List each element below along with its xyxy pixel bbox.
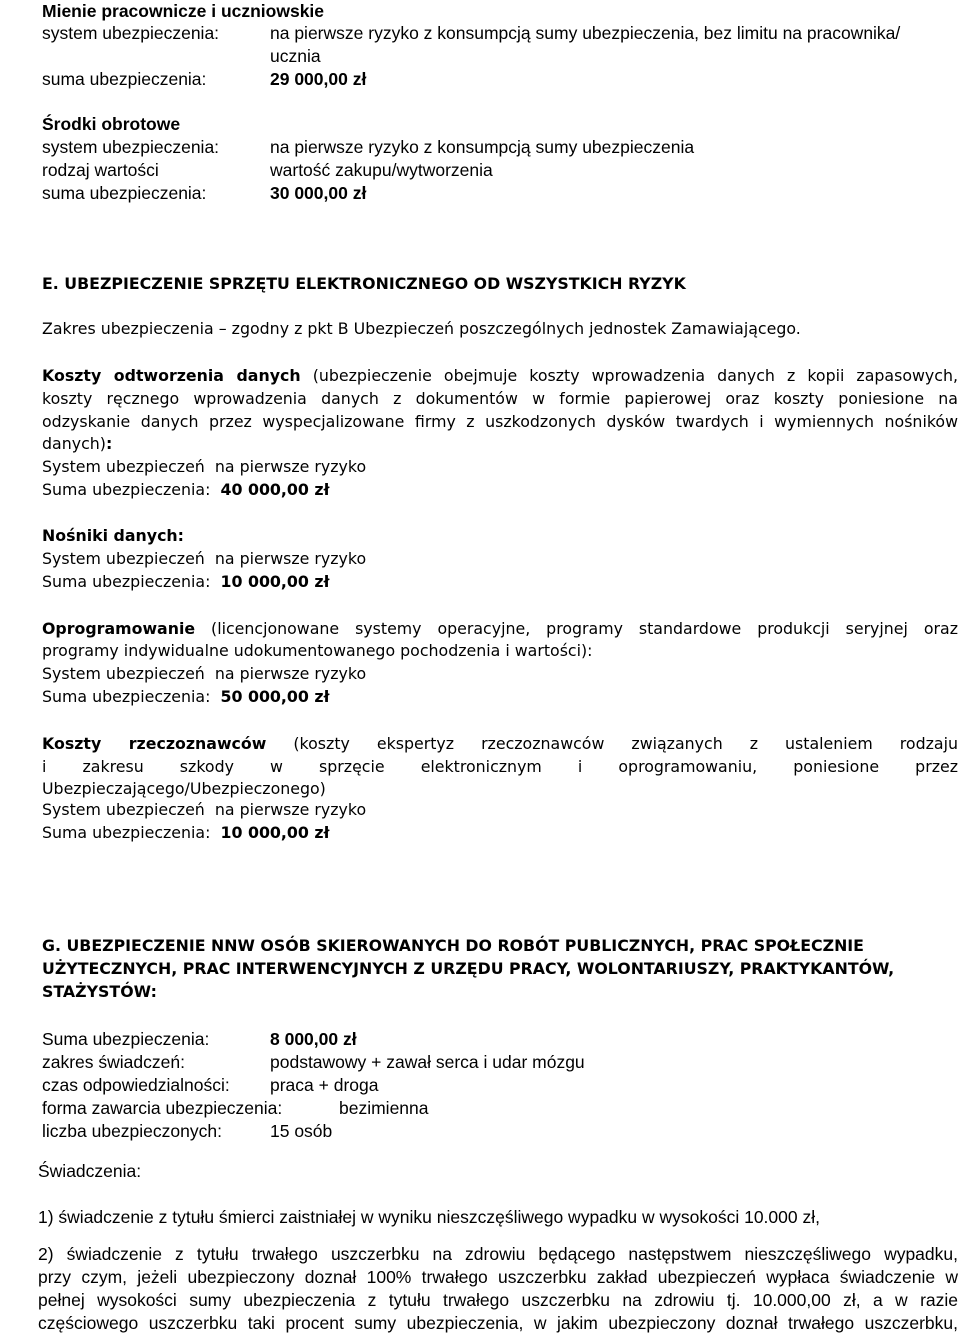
sum-line [42,822,329,844]
field-label: Suma ubezpieczenia: [42,1029,210,1049]
paragraph-line [42,364,958,387]
section-heading: UŻYTECZNYCH, PRAC INTERWENCYJNYCH Z URZĘDU PRACY, WOLONTARIUSZY, PRAKTYKANTÓW, [42,959,895,978]
system-line [42,548,366,570]
field-label: suma ubezpieczenia: [42,183,207,203]
benefits-title: Świadczenia: [38,1161,142,1181]
field-value-continued: ucznia [270,46,321,66]
paragraph-line [42,732,958,755]
paragraph-line: programy indywidualne udokumentowanego pochodzenia i wartości): [42,641,593,660]
field-label: system ubezpieczenia: [42,137,220,157]
sum-value: 40 000,00 zł [220,480,330,499]
sum-value: 10 000,00 zł [220,572,330,591]
rzeczoznawcy-title: Koszty rzeczoznawców [42,734,267,753]
system-line [42,799,366,821]
paragraph-line: koszty ręcznego wprowadzenia danych z dokumentów w formie papierowej oraz koszty poniesione na [42,389,958,408]
field-label: liczba ubezpieczonych: [42,1121,222,1141]
paragraph-line [42,433,112,455]
field-label: System ubezpieczeń [42,457,205,476]
paragraph-line: przy czym, jeżeli ubezpieczony doznał 100% trwałego uszczerbku zakład ubezpieczeń wypłaca świadczenie w [38,1267,958,1287]
sum-line [42,571,329,593]
system-line [42,456,366,478]
field-value: bezimienna [339,1098,429,1118]
field-label: zakres świadczeń: [42,1052,185,1072]
paragraph-text: (licencjonowane systemy operacyjne, programy standardowe produkcji seryjnej oraz [211,619,958,638]
sum-line [42,479,329,501]
sum-value: 29 000,00 zł [270,69,367,89]
benefit-item: 1) świadczenie z tytułu śmierci zaistniałej w wyniku nieszczęśliwego wypadku w wysokości 10.000 zł, [38,1207,820,1227]
field-value: wartość zakupu/wytworzenia [270,160,493,180]
koszty-title: Koszty odtworzenia danych [42,366,301,385]
paragraph-line: odzyskanie danych przez wyspecjalizowane firmy z uszkodzonych dysków twardych i wymiennych nośników [42,412,958,431]
nosniki-title: Nośniki danych: [42,526,184,545]
field-value: podstawowy + zawał serca i udar mózgu [270,1052,585,1072]
field-value: na pierwsze ryzyko [214,664,367,683]
paragraph-line: i zakresu szkody w sprzęcie elektronicznym i oprogramowaniu, poniesione przez [42,757,958,776]
sum-value: 50 000,00 zł [220,687,330,706]
field-label: System ubezpieczeń [42,664,205,683]
field-value: na pierwsze ryzyko z konsumpcją sumy ubezpieczenia, bez limitu na pracownika/ [270,23,901,43]
paragraph-colon: : [105,434,113,453]
field-label: Suma ubezpieczenia: [42,687,211,706]
field-value: 15 osób [270,1121,333,1141]
sum-line [42,686,329,708]
paragraph-line: Ubezpieczającego/Ubezpieczonego) [42,779,326,798]
oprogramowanie-title: Oprogramowanie [42,619,196,638]
field-value: na pierwsze ryzyko [214,549,367,568]
field-label: rodzaj wartości [42,160,159,180]
scope-text: Zakres ubezpieczenia – zgodny z pkt B Ubezpieczeń poszczególnych jednostek Zamawiającego. [42,319,801,338]
paragraph-text: (koszty ekspertyz rzeczoznawców związanych z ustaleniem rodzaju [293,734,958,753]
section-heading: E. UBEZPIECZENIE SPRZĘTU ELEKTRONICZNEGO OD WSZYSTKICH RYZYK [42,274,686,293]
field-value: praca + droga [270,1075,379,1095]
field-label: Suma ubezpieczenia: [42,480,211,499]
paragraph-text: (ubezpieczenie obejmuje koszty wprowadzenia danych z kopii zapasowych, [312,366,958,385]
field-label: system ubezpieczenia: [42,23,220,43]
field-value: na pierwsze ryzyko [214,457,367,476]
field-label: Suma ubezpieczenia: [42,572,211,591]
section-heading: G. UBEZPIECZENIE NNW OSÓB SKIEROWANYCH DO ROBÓT PUBLICZNYCH, PRAC SPOŁECZNIE [42,936,864,955]
sum-value: 10 000,00 zł [220,823,330,842]
paragraph-line: częściowego uszczerbku taki procent sumy ubezpieczenia, w jakim ubezpieczony doznał trwałego uszczerbku, [38,1313,958,1333]
paragraph-line: 2) świadczenie z tytułu trwałego uszczerbku na zdrowiu będącego następstwem nieszczęśliwego wypadku, [38,1244,958,1264]
section-title: Mienie pracownicze i uczniowskie [42,1,325,21]
system-line [42,663,366,685]
section-title: Środki obrotowe [42,114,181,134]
section-heading: STAŻYSTÓW: [42,982,157,1001]
field-value: na pierwsze ryzyko z konsumpcją sumy ubezpieczenia [270,137,695,157]
paragraph-line: pełnej wysokości sumy ubezpieczenia z tytułu trwałego uszczerbku na zdrowiu tj. 10.000,00 zł, a w razie [38,1290,958,1310]
field-label: suma ubezpieczenia: [42,69,207,89]
paragraph-line [42,617,958,640]
field-label: System ubezpieczeń [42,549,205,568]
field-label: Suma ubezpieczenia: [42,823,211,842]
sum-value: 8 000,00 zł [270,1029,357,1049]
paragraph-text: danych) [42,434,106,453]
field-value: na pierwsze ryzyko [214,800,367,819]
field-label: forma zawarcia ubezpieczenia: [42,1098,283,1118]
sum-value: 30 000,00 zł [270,183,367,203]
field-label: czas odpowiedzialności: [42,1075,230,1095]
field-label: System ubezpieczeń [42,800,205,819]
